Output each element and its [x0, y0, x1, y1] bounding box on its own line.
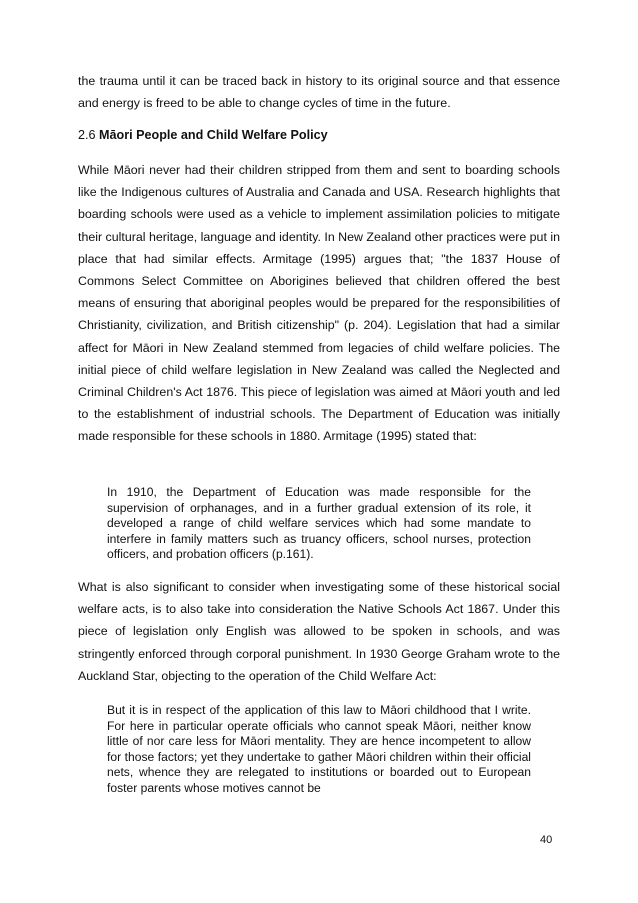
paragraph-second: What is also significant to consider when investigating some of these historical social welfare acts, is to also take into consideration the Native Schools Act 1867. Under this piece of legislation only English was allowed to be spoken in schools, and was stringently enforced through corporal punishment. In 1930 George Graham wrote to the Auckland Star, objecting to the operation of the Child Welfare Act: [78, 580, 560, 683]
page-number: 40 [540, 834, 553, 846]
section-title: Māori People and Child Welfare Policy [99, 128, 328, 142]
block-quote-armitage: In 1910, the Department of Education was made responsible for the supervision of orphanages, and in a further gradual extension of its role, it developed a range of child welfare services which had some mandate to interfere in family matters such as truancy officers, school nurses, protection officers, and probation officers (p.161). [107, 485, 531, 562]
block-quote-graham: But it is in respect of the application of this law to Māori childhood that I write. For here in particular operate officials who cannot speak Māori, neither know little of nor care less for Māori mentality. They are hence incompetent to allow for those factors; yet they undertake to gather Māori children within their official nets, whence they are relegated to institutions or boarded out to European foster parents whose motives cannot be [107, 703, 531, 795]
section-number: 2.6 [78, 128, 96, 142]
paragraph-intro: the trauma until it can be traced back in history to its original source and that essence and energy is freed to be able to change cycles of time in the future. [78, 74, 560, 111]
paragraph-main: While Māori never had their children stripped from them and sent to boarding schools like the Indigenous cultures of Australia and Canada and USA. Research highlights that boarding schools were used as a vehicle to implement assimilation policies to mitigate their cultural heritage, language and identity. In New Zealand other practices were put in place that had similar effects. Armitage (1995) argues that; "the 1837 House of Commons Select Committee on Aborigines believed that children offered the best means of ensuring that aboriginal peoples would be prepared for the responsibilities of Christianity, civilization, and British citizenship" (p. 204). Legislation that had a similar affect for Māori in New Zealand stemmed from legacies of child welfare policies. The initial piece of child welfare legislation in New Zealand was called the Neglected and Criminal Children's Act 1876. This piece of legislation was aimed at Māori youth and led to the establishment of industrial schools. The Department of Education was initially made responsible for these schools in 1880. Armitage (1995) stated that: [78, 163, 560, 444]
section-heading [78, 125, 328, 145]
